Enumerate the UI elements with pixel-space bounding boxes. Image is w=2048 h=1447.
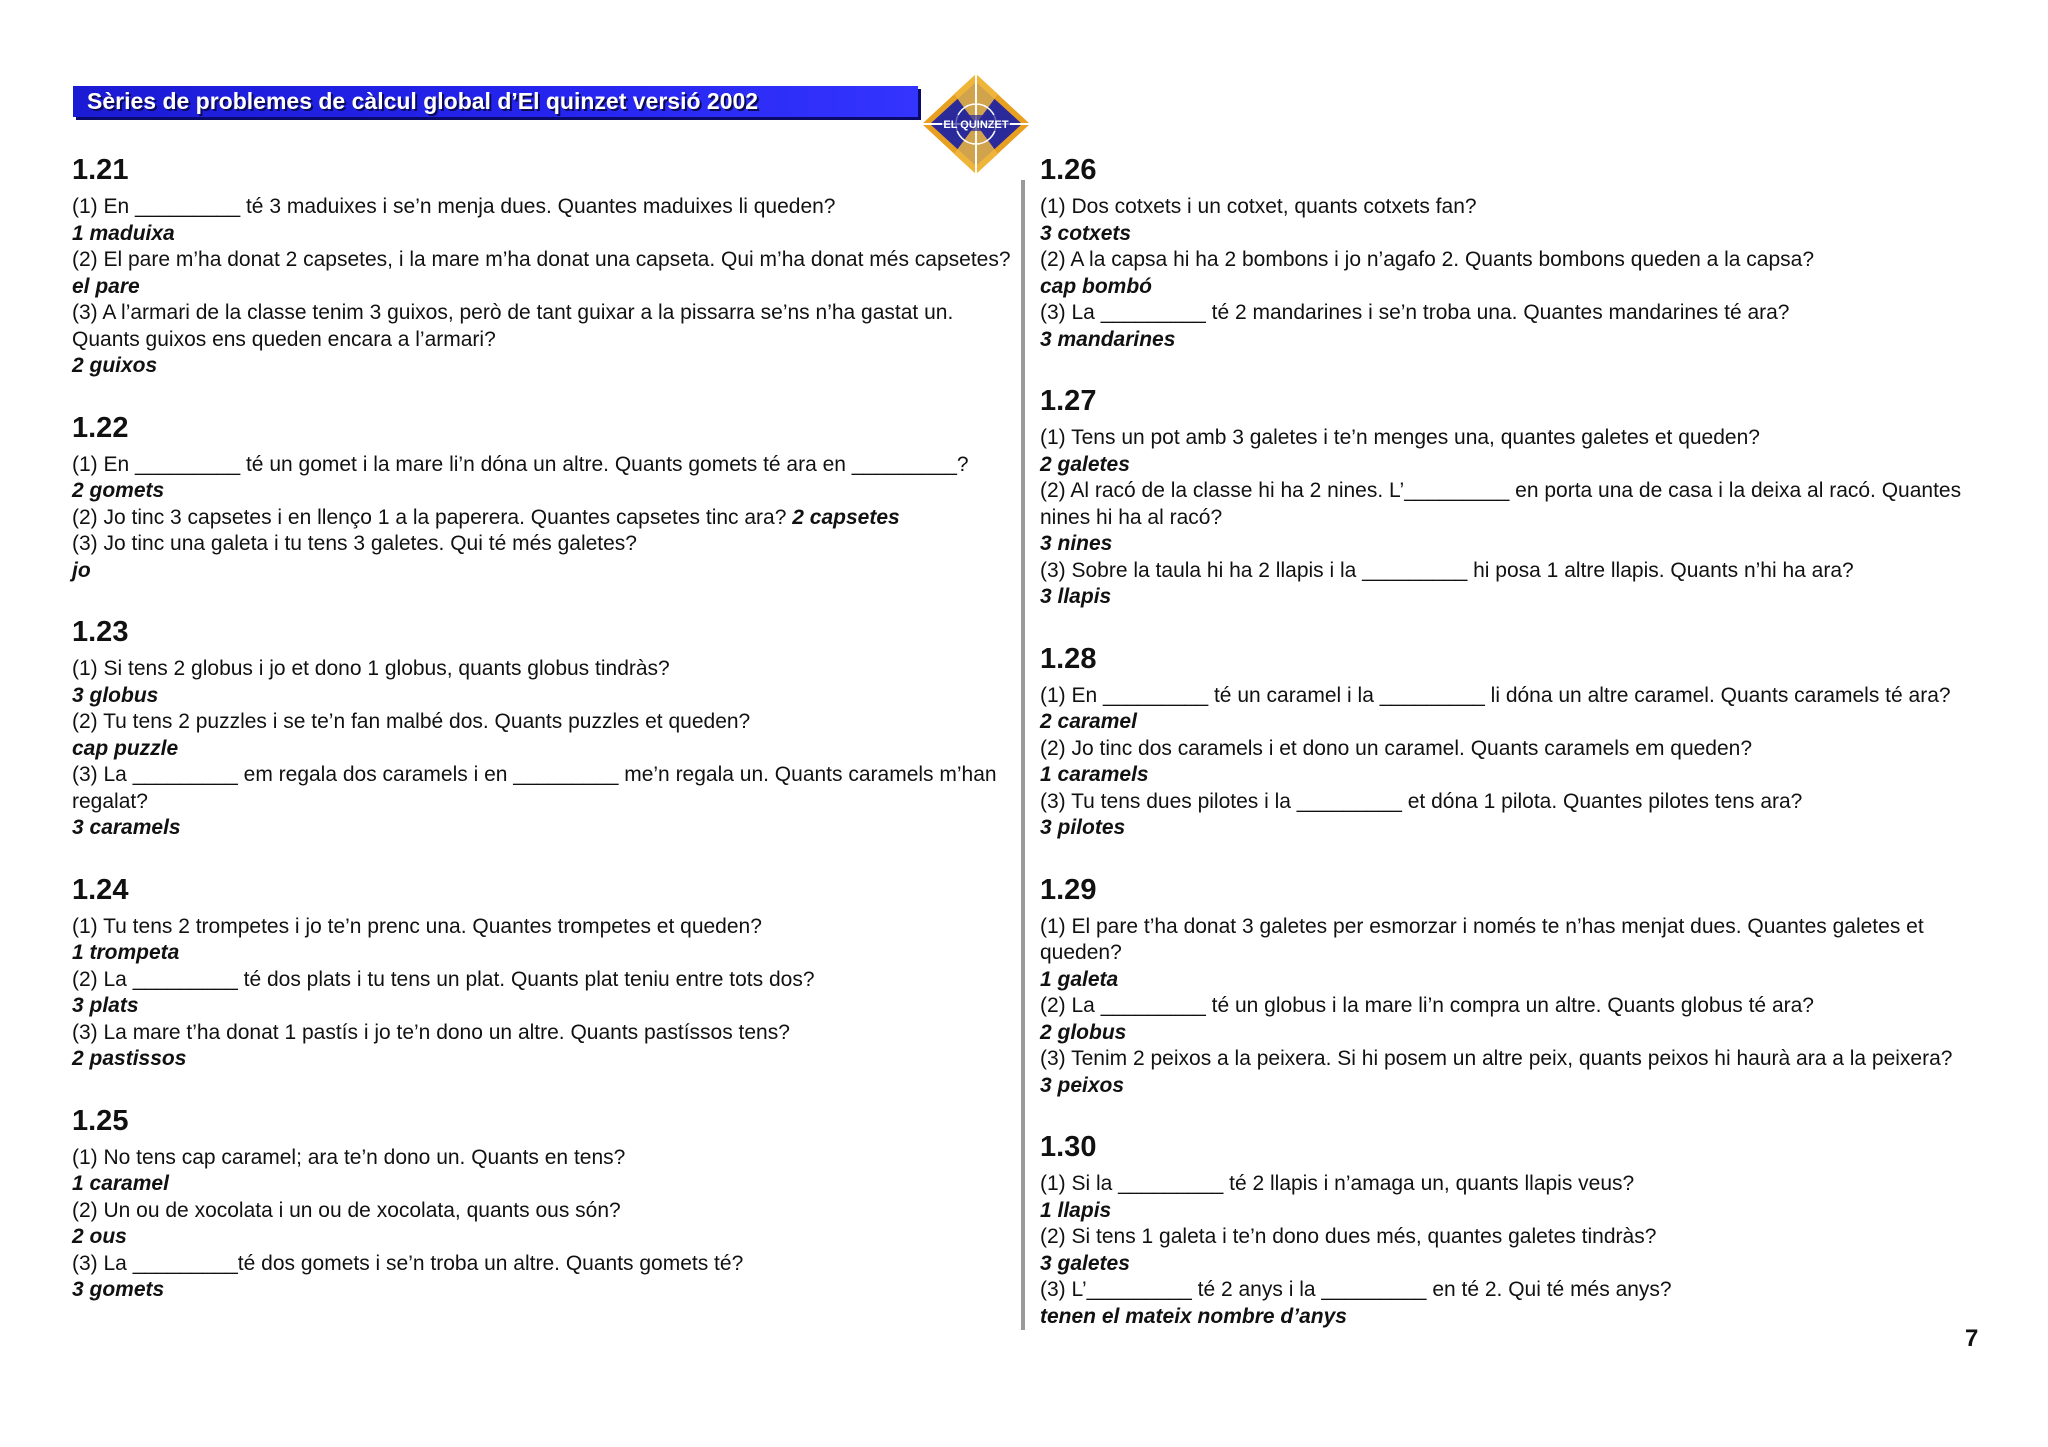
question-text: (3) La mare t’ha donat 1 pastís i jo te’n dono un altre. Quants pastíssos tens? bbox=[72, 1020, 790, 1044]
problem-question bbox=[1040, 300, 1990, 327]
question-text: (3) A l’armari de la classe tenim 3 guixos, però de tant guixar a la pissarra se’ns n’ha gastat un. Quants guixos ens queden encara a l’armari? bbox=[72, 301, 954, 351]
problem-answer: 1 caramels bbox=[1040, 763, 1149, 786]
question-text: (1) No tens cap caramel; ara te’n dono un. Quants en tens? bbox=[72, 1145, 626, 1169]
problem-answer: 3 globus bbox=[72, 683, 159, 707]
question-text: (3) La _________té dos gomets i se’n troba un altre. Quants gomets té? bbox=[72, 1251, 744, 1275]
question-text: (1) Tu tens 2 trompetes i jo te’n prenc una. Quantes trompetes et queden? bbox=[72, 914, 762, 938]
question-text: (2) La _________ té dos plats i tu tens un plat. Quants plat teniu entre tots dos? bbox=[72, 967, 815, 991]
question-text: (3) La _________ té 2 mandarines i se’n troba una. Quantes mandarines té ara? bbox=[1040, 301, 1790, 324]
problem-question bbox=[72, 1198, 1012, 1225]
question-text: (2) La _________ té un globus i la mare li’n compra un altre. Quants globus té ara? bbox=[1040, 994, 1814, 1017]
problem-answer: 1 trompeta bbox=[72, 941, 180, 964]
problem-answer: 2 guixos bbox=[72, 354, 158, 377]
problem-answer: 1 llapis bbox=[1040, 1198, 1112, 1222]
problem-set-number: 1.29 bbox=[1040, 873, 1097, 906]
problem-question bbox=[72, 967, 1012, 994]
problem-set-1-22 bbox=[72, 410, 1012, 585]
question-text: (2) El pare m’ha donat 2 capsetes, i la mare m’ha donat una capseta. Qui m’ha donat més capsetes? bbox=[72, 248, 1011, 271]
problem-question bbox=[1040, 683, 1990, 710]
page-number: 7 bbox=[1965, 1325, 1979, 1352]
problem-set-number: 1.24 bbox=[72, 873, 129, 906]
problem-answer: 3 llapis bbox=[1040, 585, 1112, 608]
problem-question bbox=[72, 194, 1012, 221]
question-text: (2) Jo tinc dos caramels i et dono un caramel. Quants caramels em queden? bbox=[1040, 736, 1753, 760]
problem-question bbox=[1040, 1046, 1990, 1073]
problem-question bbox=[1040, 1277, 1990, 1304]
problem-question bbox=[1040, 478, 1990, 531]
problem-question bbox=[1040, 247, 1990, 274]
question-text: (1) En _________ té 3 maduixes i se’n menja dues. Quantes maduixes li queden? bbox=[72, 195, 836, 218]
question-text: (2) Un ou de xocolata i un ou de xocolata, quants ous són? bbox=[72, 1198, 621, 1222]
left-column bbox=[72, 152, 1012, 1334]
question-text: (2) A la capsa hi ha 2 bombons i jo n’agafo 2. Quants bombons queden a la capsa? bbox=[1040, 248, 1815, 271]
problem-answer: 2 galetes bbox=[1040, 452, 1130, 476]
problem-question bbox=[72, 505, 1012, 532]
problem-answer: jo bbox=[72, 558, 91, 582]
problem-question bbox=[1040, 1171, 1990, 1198]
problem-question bbox=[1040, 736, 1990, 763]
problem-question bbox=[1040, 914, 1990, 967]
problem-question bbox=[1040, 1224, 1990, 1251]
question-text: (1) El pare t’ha donat 3 galetes per esmorzar i només te n’has menjat dues. Quantes galetes et queden? bbox=[1040, 914, 1924, 964]
question-text: (3) L’_________ té 2 anys i la _________ en té 2. Qui té més anys? bbox=[1040, 1278, 1672, 1301]
problem-set-number: 1.23 bbox=[72, 616, 129, 648]
problem-answer: 3 cotxets bbox=[1040, 221, 1132, 245]
question-text: (2) Si tens 1 galeta i te’n dono dues més, quantes galetes tindràs? bbox=[1040, 1225, 1657, 1248]
problem-question bbox=[1040, 789, 1990, 816]
problem-answer: 3 galetes bbox=[1040, 1251, 1130, 1275]
document-title: Sèries de problemes de càlcul global d’El quinzet versió 2002 bbox=[87, 88, 759, 114]
problem-set-1-25 bbox=[72, 1103, 1012, 1304]
problem-answer: 2 globus bbox=[1040, 1020, 1127, 1044]
problem-answer: 3 nines bbox=[1040, 532, 1113, 555]
problem-answer: 3 plats bbox=[72, 994, 139, 1017]
problem-question bbox=[1040, 425, 1990, 452]
problem-answer: 2 ous bbox=[72, 1225, 127, 1248]
question-text: (3) Jo tinc una galeta i tu tens 3 galetes. Qui té més galetes? bbox=[72, 532, 637, 555]
question-text: (1) En _________ té un caramel i la _________ li dóna un altre caramel. Quants caramels té ara? bbox=[1040, 683, 1951, 707]
problem-answer: 1 caramel bbox=[72, 1172, 169, 1195]
column-divider bbox=[1021, 180, 1025, 1330]
question-text: (1) Si la _________ té 2 llapis i n’amaga un, quants llapis veus? bbox=[1040, 1172, 1635, 1195]
problem-question bbox=[72, 1020, 1012, 1047]
problem-question bbox=[72, 914, 1012, 941]
problem-answer: 3 caramels bbox=[72, 816, 181, 839]
problem-set-1-23 bbox=[72, 614, 1012, 842]
question-text: (1) En _________ té un gomet i la mare li’n dóna un altre. Quants gomets té ara en _________? bbox=[72, 452, 969, 476]
problem-question bbox=[1040, 194, 1990, 221]
problem-answer: 1 galeta bbox=[1040, 967, 1119, 991]
problem-set-number: 1.27 bbox=[1040, 385, 1097, 417]
problem-answer: 2 caramel bbox=[1040, 710, 1137, 733]
problem-set-number: 1.28 bbox=[1040, 642, 1097, 675]
question-text: (1) Tens un pot amb 3 galetes i te’n menges una, quantes galetes et queden? bbox=[1040, 426, 1760, 449]
question-text: (2) Tu tens 2 puzzles i se te’n fan malbé dos. Quants puzzles et queden? bbox=[72, 710, 751, 733]
header-bar bbox=[73, 86, 918, 117]
problem-answer: 1 maduixa bbox=[72, 221, 175, 245]
question-text: (3) Tu tens dues pilotes i la _________ et dóna 1 pilota. Quantes pilotes tens ara? bbox=[1040, 789, 1803, 813]
problem-set-number: 1.22 bbox=[72, 411, 129, 444]
problem-set-1-24 bbox=[72, 872, 1012, 1073]
right-column bbox=[1040, 152, 1990, 1360]
problem-question bbox=[72, 1145, 1012, 1172]
problem-set-1-21 bbox=[72, 152, 1012, 380]
problem-answer: 3 gomets bbox=[72, 1278, 165, 1301]
problem-question bbox=[72, 762, 1012, 815]
problem-set-1-30 bbox=[1040, 1129, 1990, 1330]
problem-set-number: 1.30 bbox=[1040, 1131, 1097, 1163]
question-text: (1) Dos cotxets i un cotxet, quants cotxets fan? bbox=[1040, 195, 1477, 218]
question-text: (3) La _________ em regala dos caramels i en _________ me’n regala un. Quants caramels m’han regalat? bbox=[72, 763, 997, 813]
problem-set-1-28 bbox=[1040, 641, 1990, 842]
problem-set-1-27 bbox=[1040, 383, 1990, 611]
problem-answer: cap bombó bbox=[1040, 274, 1153, 298]
problem-question bbox=[72, 452, 1012, 479]
problem-question bbox=[72, 300, 1012, 353]
problem-set-1-29 bbox=[1040, 872, 1990, 1100]
problem-answer: 2 pastissos bbox=[72, 1047, 187, 1070]
problem-answer: 3 pilotes bbox=[1040, 816, 1126, 839]
problem-question bbox=[72, 656, 1012, 683]
problem-answer: 3 peixos bbox=[1040, 1073, 1125, 1097]
problem-answer: tenen el mateix nombre d’anys bbox=[1040, 1304, 1347, 1328]
question-text: (3) Sobre la taula hi ha 2 llapis i la _________ hi posa 1 altre llapis. Quants n’hi ha ara? bbox=[1040, 558, 1854, 582]
question-text: (2) Jo tinc 3 capsetes i en llenço 1 a la paperera. Quantes capsetes tinc ara? bbox=[72, 505, 787, 529]
problem-question bbox=[72, 709, 1012, 736]
problem-set-number: 1.25 bbox=[72, 1104, 129, 1137]
problem-answer: 2 capsetes bbox=[792, 505, 900, 529]
problem-question bbox=[72, 1251, 1012, 1278]
logo-text: EL QUINZET bbox=[943, 119, 1009, 131]
problem-question bbox=[72, 531, 1012, 558]
problem-answer: 3 mandarines bbox=[1040, 327, 1176, 351]
problem-question bbox=[1040, 558, 1990, 585]
question-text: (1) Si tens 2 globus i jo et dono 1 globus, quants globus tindràs? bbox=[72, 657, 670, 680]
problem-set-1-26 bbox=[1040, 152, 1990, 353]
question-text: (3) Tenim 2 peixos a la peixera. Si hi posem un altre peix, quants peixos hi haurà ara a la peixera? bbox=[1040, 1047, 1953, 1070]
question-text: (2) Al racó de la classe hi ha 2 nines. L’_________ en porta una de casa i la deixa al racó. Quantes nines hi ha al racó? bbox=[1040, 479, 1962, 529]
problem-question bbox=[72, 247, 1012, 274]
problem-set-number: 1.21 bbox=[72, 154, 129, 186]
problem-answer: 2 gomets bbox=[72, 479, 165, 502]
problem-set-number: 1.26 bbox=[1040, 154, 1097, 186]
problem-answer: cap puzzle bbox=[72, 736, 179, 760]
problem-answer: el pare bbox=[72, 274, 140, 298]
problem-question bbox=[1040, 993, 1990, 1020]
